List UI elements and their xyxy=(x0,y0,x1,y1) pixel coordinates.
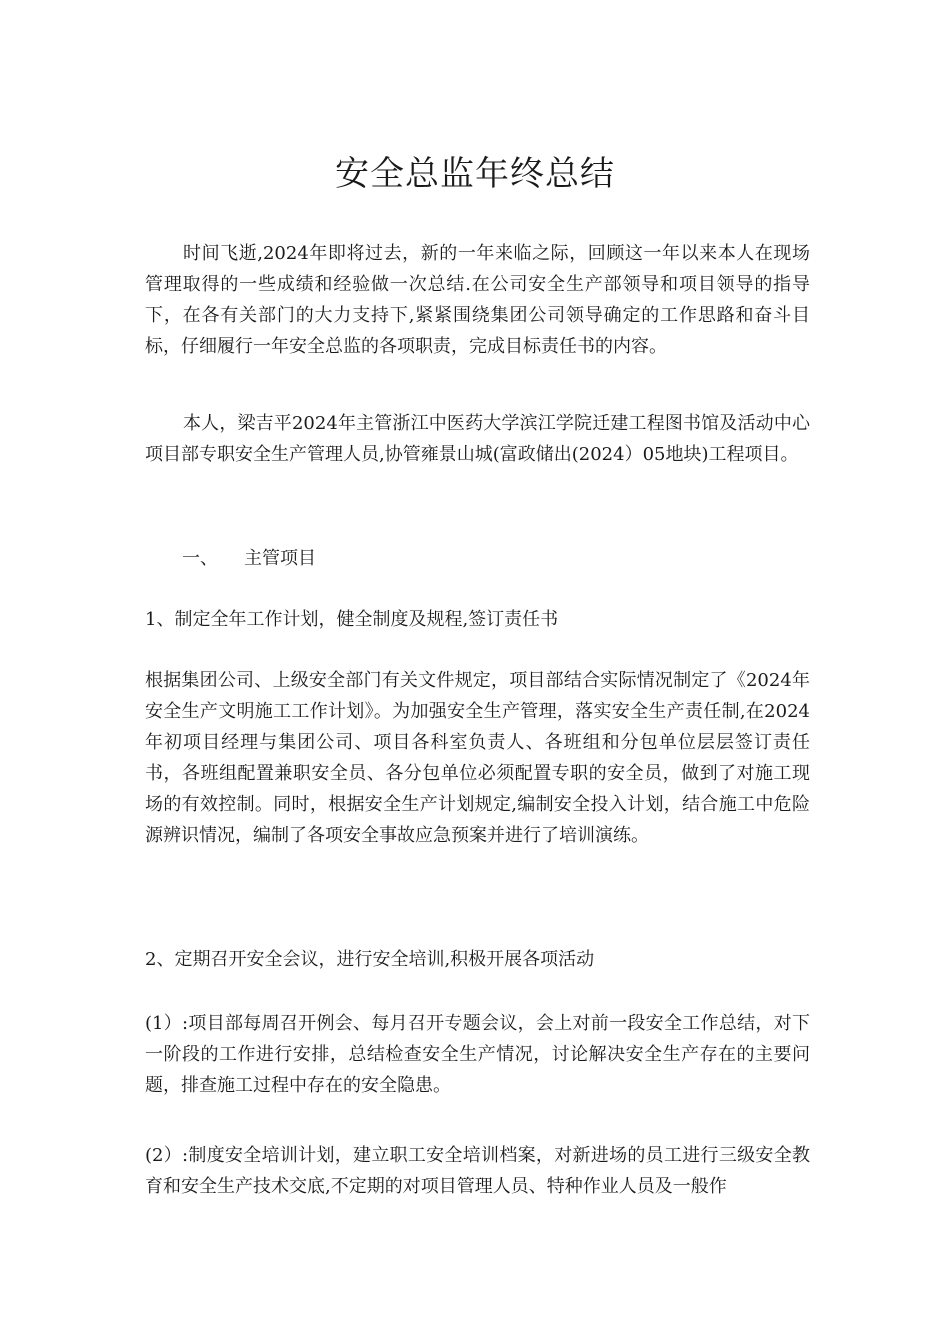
self-intro-paragraph: 本人，梁吉平2024年主管浙江中医药大学滨江学院迁建工程图书馆及活动中心项目部专职安全生产管理人员,协管雍景山城(富政储出(2024）05地块)工程项目。 xyxy=(145,413,810,465)
section-heading xyxy=(182,543,316,574)
intro-paragraph: 时间飞逝,2024年即将过去，新的一年来临之际，回顾这一年以来本人在现场管理取得的一些成绩和经验做一次总结.在公司安全生产部领导和项目领导的指导下，在各有关部门的大力支持下,紧紧围绕集团公司领导确定的工作思路和奋斗目标，仔细履行一年安全总监的各项职责，完成目标责任书的内容。 xyxy=(145,243,810,357)
document-title: 安全总监年终总结 xyxy=(335,154,615,194)
item1-body: 根据集团公司、上级安全部门有关文件规定，项目部结合实际情况制定了《2024年安全生产文明施工工作计划》。为加强安全生产管理，落实安全生产责任制,在2024年初项目经理与集团公司、项目各科室负责人、各班组和分包单位层层签订责任书，各班组配置兼职安全员、各分包单位必须配置专职的安全员，做到了对施工现场的有效控制。同时，根据安全生产计划规定,编制安全投入计划，结合施工中危险源辨识情况，编制了各项安全事故应急预案并进行了培训演练。 xyxy=(145,670,810,846)
item2-sub1: (1）:项目部每周召开例会、每月召开专题会议，会上对前一段安全工作总结，对下一阶段的工作进行安排，总结检查安全生产情况，讨论解决安全生产存在的主要问题，排查施工过程中存在的安全隐患。 xyxy=(145,1013,810,1096)
item2-heading: 2、定期召开安全会议，进行安全培训,积极开展各项活动 xyxy=(145,949,595,970)
item2-sub2: (2）:制度安全培训计划，建立职工安全培训档案，对新进场的员工进行三级安全教育和安全生产技术交底,不定期的对项目管理人员、特种作业人员及一般作 xyxy=(145,1145,810,1197)
section-number: 一、 xyxy=(182,548,218,569)
section-title: 主管项目 xyxy=(244,548,316,569)
item1-heading: 1、制定全年工作计划，健全制度及规程,签订责任书 xyxy=(145,609,559,630)
